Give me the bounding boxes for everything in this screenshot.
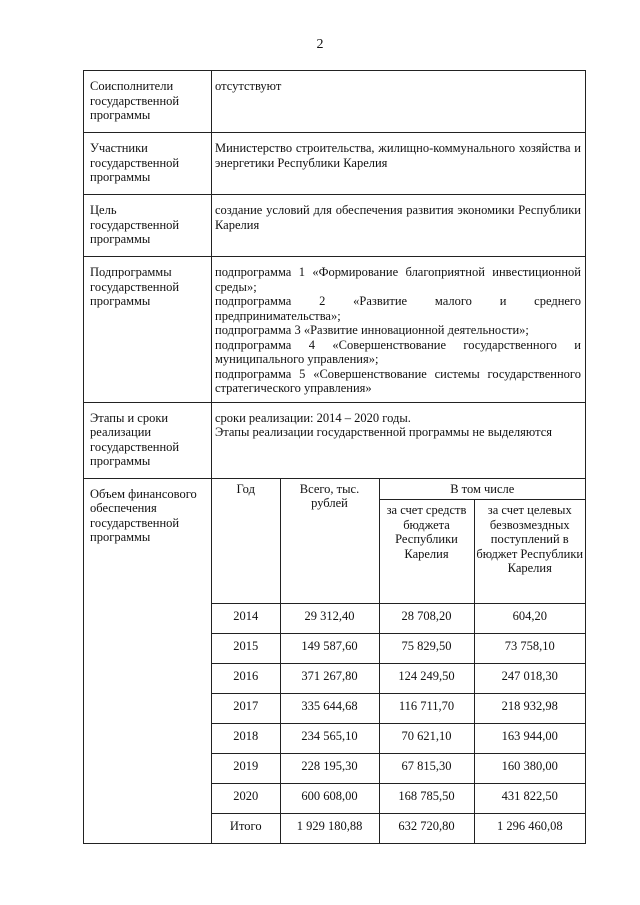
header-grants: за счет целевых безвозмездных поступлений в бюджет Республики Карелия bbox=[474, 500, 585, 604]
budget-cell: 67 815,30 bbox=[379, 754, 474, 784]
year-cell: 2016 bbox=[212, 664, 280, 694]
budget-cell: 116 711,70 bbox=[379, 694, 474, 724]
budget-cell: 70 621,10 bbox=[379, 724, 474, 754]
year-cell: 2015 bbox=[212, 634, 280, 664]
finance-table bbox=[212, 479, 585, 844]
table-row bbox=[212, 754, 585, 784]
budget-cell: 168 785,50 bbox=[379, 784, 474, 814]
participants-label: Участники государственной программы bbox=[84, 133, 212, 195]
grants-cell: 163 944,00 bbox=[474, 724, 585, 754]
table-row bbox=[212, 694, 585, 724]
budget-cell: 124 249,50 bbox=[379, 664, 474, 694]
subprogram-item: подпрограмма 5 «Совершенствование системы государственного стратегического управления» bbox=[215, 366, 581, 395]
table-row bbox=[212, 724, 585, 754]
subprogram-item: подпрограмма 3 «Развитие инновационной деятельности»; bbox=[215, 323, 529, 337]
budget-cell: 632 720,80 bbox=[379, 814, 474, 844]
table-row bbox=[212, 784, 585, 814]
header-year: Год bbox=[212, 479, 280, 604]
finance-row bbox=[84, 478, 586, 844]
year-cell: 2017 bbox=[212, 694, 280, 724]
total-row bbox=[212, 814, 585, 844]
participants-row bbox=[84, 133, 586, 195]
grants-cell: 604,20 bbox=[474, 604, 585, 634]
year-cell: 2020 bbox=[212, 784, 280, 814]
total-cell: 335 644,68 bbox=[280, 694, 379, 724]
budget-cell: 28 708,20 bbox=[379, 604, 474, 634]
year-cell: 2019 bbox=[212, 754, 280, 784]
participants-value: Министерство строительства, жилищно-коммунального хозяйства и энергетики Республики Карелия bbox=[212, 133, 586, 195]
stages-label: Этапы и сроки реализации государственной программы bbox=[84, 402, 212, 478]
subprogram-item: подпрограмма 2 «Развитие малого и среднего предпринимательства»; bbox=[215, 294, 581, 323]
grants-cell: 73 758,10 bbox=[474, 634, 585, 664]
subprograms-value bbox=[212, 257, 586, 403]
total-cell: 1 929 180,88 bbox=[280, 814, 379, 844]
grants-cell: 160 380,00 bbox=[474, 754, 585, 784]
finance-cell bbox=[212, 478, 586, 844]
total-cell: 371 267,80 bbox=[280, 664, 379, 694]
subprograms-label: Подпрограммы государственной программы bbox=[84, 257, 212, 403]
grants-cell: 1 296 460,08 bbox=[474, 814, 585, 844]
finance-label: Объем финансового обеспечения государственной программы bbox=[84, 478, 212, 844]
grants-cell: 431 822,50 bbox=[474, 784, 585, 814]
year-cell: 2014 bbox=[212, 604, 280, 634]
goal-label: Цель государственной программы bbox=[84, 195, 212, 257]
subprogram-item: подпрограмма 1 «Формирование благоприятной инвестиционной среды»; bbox=[215, 265, 581, 294]
year-cell: 2018 bbox=[212, 724, 280, 754]
program-passport-table bbox=[83, 70, 586, 844]
header-budget: за счет средств бюджета Республики Карелия bbox=[379, 500, 474, 604]
header-total: Всего, тыс. рублей bbox=[280, 479, 379, 604]
goal-row bbox=[84, 195, 586, 257]
goal-value: создание условий для обеспечения развития экономики Республики Карелия bbox=[212, 195, 586, 257]
total-cell: 600 608,00 bbox=[280, 784, 379, 814]
total-cell: 149 587,60 bbox=[280, 634, 379, 664]
table-row bbox=[212, 604, 585, 634]
table-row bbox=[212, 664, 585, 694]
total-cell: 234 565,10 bbox=[280, 724, 379, 754]
year-cell: Итого bbox=[212, 814, 280, 844]
total-cell: 29 312,40 bbox=[280, 604, 379, 634]
subprograms-row bbox=[84, 257, 586, 403]
budget-cell: 75 829,50 bbox=[379, 634, 474, 664]
co-executors-label: Соисполнители государственной программы bbox=[84, 71, 212, 133]
grants-cell: 218 932,98 bbox=[474, 694, 585, 724]
stages-line: Этапы реализации государственной программы не выделяются bbox=[215, 425, 552, 439]
co-executors-value: отсутствуют bbox=[212, 71, 586, 133]
total-cell: 228 195,30 bbox=[280, 754, 379, 784]
stages-value bbox=[212, 402, 586, 478]
table-row bbox=[212, 634, 585, 664]
stages-row bbox=[84, 402, 586, 478]
page-number: 2 bbox=[316, 37, 324, 52]
header-including: В том числе bbox=[379, 479, 585, 500]
grants-cell: 247 018,30 bbox=[474, 664, 585, 694]
subprogram-item: подпрограмма 4 «Совершенствование государственного и муниципального управления»; bbox=[215, 337, 581, 366]
co-executors-row bbox=[84, 71, 586, 133]
stages-line: сроки реализации: 2014 – 2020 годы. bbox=[215, 410, 411, 425]
